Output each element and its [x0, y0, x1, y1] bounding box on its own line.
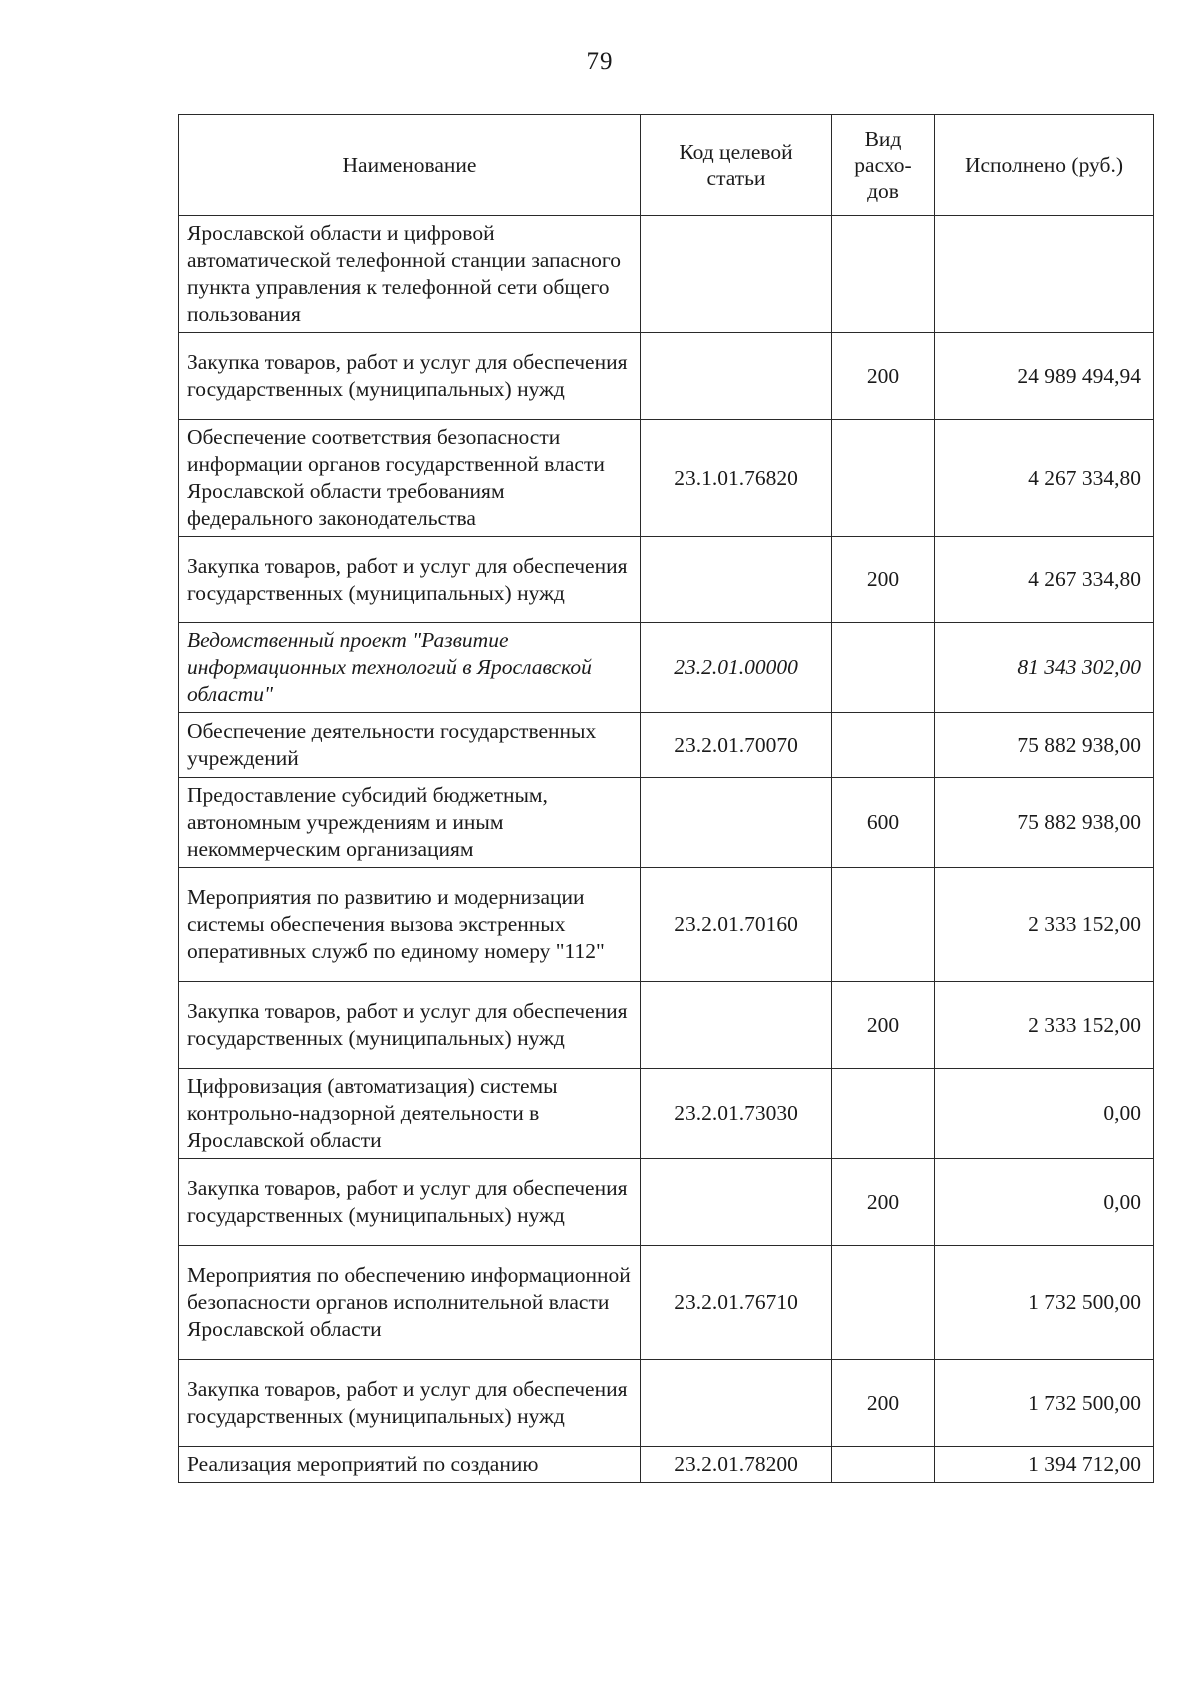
row-code-cell: 23.2.01.70070	[641, 713, 832, 778]
row-code-cell: 23.2.01.73030	[641, 1069, 832, 1159]
header-amount: Исполнено (руб.)	[935, 115, 1154, 216]
row-kind-cell	[832, 420, 935, 537]
table-row	[179, 1360, 1154, 1447]
table-row	[179, 216, 1154, 333]
row-name-cell: Закупка товаров, работ и услуг для обеспечения государственных (муниципальных) нужд	[179, 333, 641, 420]
row-kind-cell: 600	[832, 778, 935, 868]
row-name-cell: Мероприятия по обеспечению информационной безопасности органов исполнительной власти Ярославской области	[179, 1246, 641, 1360]
row-code-cell: 23.2.01.00000	[641, 623, 832, 713]
row-name-cell: Мероприятия по развитию и модернизации системы обеспечения вызова экстренных оперативных служб по единому номеру "112"	[179, 868, 641, 982]
row-code-cell	[641, 1159, 832, 1246]
row-amount-cell: 24 989 494,94	[935, 333, 1154, 420]
row-kind-cell	[832, 1246, 935, 1360]
table-row	[179, 1246, 1154, 1360]
row-code-cell: 23.2.01.78200	[641, 1447, 832, 1483]
row-kind-cell	[832, 713, 935, 778]
row-name-cell: Предоставление субсидий бюджетным, автономным учреждениям и иным некоммерческим организациям	[179, 778, 641, 868]
table-row	[179, 778, 1154, 868]
row-kind-cell	[832, 868, 935, 982]
header-kind: Вид расхо-дов	[832, 115, 935, 216]
budget-execution-table	[178, 114, 1154, 1483]
row-name-cell: Ярославской области и цифровой автоматической телефонной станции запасного пункта управления к телефонной сети общего пользования	[179, 216, 641, 333]
header-row	[179, 115, 1154, 216]
row-name-cell: Цифровизация (автоматизация) системы контрольно-надзорной деятельности в Ярославской области	[179, 1069, 641, 1159]
row-amount-cell: 1 732 500,00	[935, 1360, 1154, 1447]
row-code-cell	[641, 537, 832, 623]
row-kind-cell: 200	[832, 333, 935, 420]
row-code-cell	[641, 778, 832, 868]
table-row	[179, 420, 1154, 537]
table-row	[179, 713, 1154, 778]
row-kind-cell: 200	[832, 1360, 935, 1447]
table-row	[179, 623, 1154, 713]
row-kind-cell: 200	[832, 1159, 935, 1246]
header-name: Наименование	[179, 115, 641, 216]
row-kind-cell	[832, 623, 935, 713]
row-code-cell	[641, 333, 832, 420]
row-kind-cell: 200	[832, 982, 935, 1069]
row-kind-cell	[832, 1069, 935, 1159]
row-name-cell: Реализация мероприятий по созданию	[179, 1447, 641, 1483]
row-name-cell: Закупка товаров, работ и услуг для обеспечения государственных (муниципальных) нужд	[179, 1159, 641, 1246]
table-row	[179, 1447, 1154, 1483]
table-body	[179, 216, 1154, 1483]
row-amount-cell: 0,00	[935, 1159, 1154, 1246]
row-amount-cell: 81 343 302,00	[935, 623, 1154, 713]
row-code-cell: 23.2.01.70160	[641, 868, 832, 982]
row-kind-cell	[832, 216, 935, 333]
row-amount-cell: 2 333 152,00	[935, 982, 1154, 1069]
header-code: Код целевой статьи	[641, 115, 832, 216]
table-row	[179, 333, 1154, 420]
row-name-cell: Ведомственный проект "Развитие информационных технологий в Ярославской области"	[179, 623, 641, 713]
row-code-cell	[641, 982, 832, 1069]
row-amount-cell: 75 882 938,00	[935, 778, 1154, 868]
table-row	[179, 868, 1154, 982]
row-amount-cell: 1 394 712,00	[935, 1447, 1154, 1483]
page-number: 79	[586, 48, 614, 75]
row-code-cell: 23.1.01.76820	[641, 420, 832, 537]
row-name-cell: Обеспечение деятельности государственных учреждений	[179, 713, 641, 778]
table-row	[179, 537, 1154, 623]
row-kind-cell: 200	[832, 537, 935, 623]
row-name-cell: Закупка товаров, работ и услуг для обеспечения государственных (муниципальных) нужд	[179, 537, 641, 623]
row-name-cell: Обеспечение соответствия безопасности информации органов государственной власти Ярославской области требованиям федерального законодательства	[179, 420, 641, 537]
row-name-cell: Закупка товаров, работ и услуг для обеспечения государственных (муниципальных) нужд	[179, 982, 641, 1069]
row-code-cell: 23.2.01.76710	[641, 1246, 832, 1360]
row-amount-cell: 2 333 152,00	[935, 868, 1154, 982]
row-code-cell	[641, 1360, 832, 1447]
row-amount-cell: 4 267 334,80	[935, 537, 1154, 623]
row-amount-cell: 4 267 334,80	[935, 420, 1154, 537]
row-code-cell	[641, 216, 832, 333]
table-header	[179, 115, 1154, 216]
row-amount-cell	[935, 216, 1154, 333]
row-amount-cell: 0,00	[935, 1069, 1154, 1159]
table-row	[179, 1069, 1154, 1159]
row-amount-cell: 75 882 938,00	[935, 713, 1154, 778]
table-row	[179, 982, 1154, 1069]
row-amount-cell: 1 732 500,00	[935, 1246, 1154, 1360]
table-row	[179, 1159, 1154, 1246]
row-name-cell: Закупка товаров, работ и услуг для обеспечения государственных (муниципальных) нужд	[179, 1360, 641, 1447]
row-kind-cell	[832, 1447, 935, 1483]
